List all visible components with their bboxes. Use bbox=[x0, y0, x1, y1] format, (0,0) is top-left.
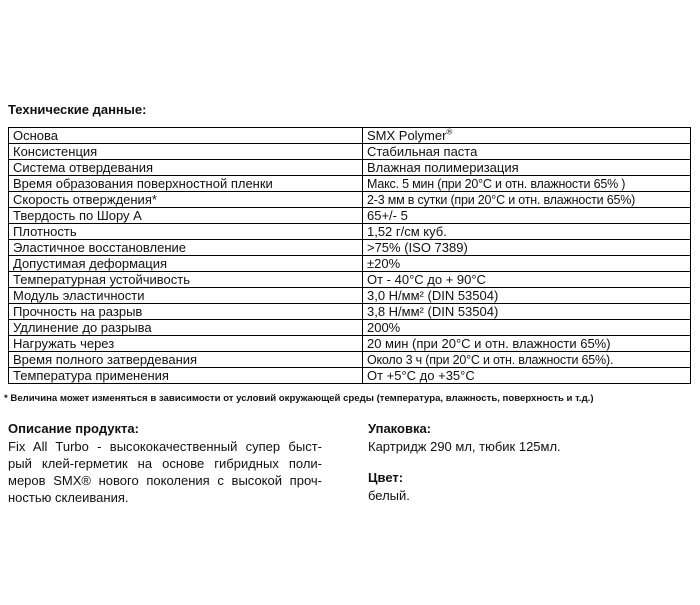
param-cell: Консистенция bbox=[9, 144, 363, 160]
param-cell: Нагружать через bbox=[9, 336, 363, 352]
param-cell: Допустимая деформация bbox=[9, 256, 363, 272]
value-text: SMX Polymer bbox=[366, 127, 447, 143]
value-cell: 2-3 мм в сутки (при 20°C и отн. влажности 65%) bbox=[362, 192, 690, 208]
table-row bbox=[9, 256, 691, 272]
table-row bbox=[9, 224, 691, 240]
value-cell: Около 3 ч (при 20°C и отн. влажности 65%). bbox=[362, 352, 690, 368]
param-cell: Модуль эластичности bbox=[9, 288, 363, 304]
value-cell: >75% (ISO 7389) bbox=[362, 240, 690, 256]
param-cell: Твердость по Шору А bbox=[9, 208, 363, 224]
value-cell: Стабильная паста bbox=[362, 144, 690, 160]
value-cell: Макс. 5 мин (при 20°C и отн. влажности 65% ) bbox=[362, 176, 690, 192]
description-section bbox=[8, 420, 322, 506]
section-title: Технические данные: bbox=[8, 102, 147, 117]
param-cell: Скорость отверждения* bbox=[9, 192, 363, 208]
param-cell: Удлинение до разрыва bbox=[9, 320, 363, 336]
table-row bbox=[9, 304, 691, 320]
param-cell: Плотность bbox=[9, 224, 363, 240]
packaging-text: Картридж 290 мл, тюбик 125мл. bbox=[368, 439, 561, 454]
description-heading: Описание продукта: bbox=[8, 421, 139, 436]
table-row bbox=[9, 160, 691, 176]
param-cell: Температура применения bbox=[9, 368, 363, 384]
value-cell: 3,8 Н/мм² (DIN 53504) bbox=[362, 304, 690, 320]
footnote: * Величина может изменяться в зависимости от условий окружающей среды (температура, влажность, поверхность и т.д.) bbox=[4, 393, 594, 404]
value-cell: От +5°C до +35°C bbox=[362, 368, 690, 384]
color-heading: Цвет: bbox=[368, 470, 404, 485]
table-row bbox=[9, 288, 691, 304]
description-line: рый клей-герметик на основе гибридных поли- bbox=[8, 456, 322, 471]
packaging-section bbox=[368, 420, 688, 455]
param-cell: Система отвердевания bbox=[9, 160, 363, 176]
value-cell: 65+/- 5 bbox=[362, 208, 690, 224]
value-cell bbox=[362, 128, 690, 144]
table-row bbox=[9, 320, 691, 336]
color-text: белый. bbox=[368, 488, 410, 503]
table-row bbox=[9, 208, 691, 224]
description-line: Fix All Turbo - высококачественный супер быст- bbox=[8, 439, 322, 454]
param-cell: Основа bbox=[9, 128, 363, 144]
param-cell: Температурная устойчивость bbox=[9, 272, 363, 288]
color-section bbox=[368, 469, 688, 504]
value-cell: 1,52 г/см куб. bbox=[362, 224, 690, 240]
value-cell: 20 мин (при 20°C и отн. влажности 65%) bbox=[362, 336, 690, 352]
param-cell: Время образования поверхностной пленки bbox=[9, 176, 363, 192]
registered-mark: ® bbox=[446, 127, 453, 137]
param-cell: Прочность на разрыв bbox=[9, 304, 363, 320]
table-row bbox=[9, 336, 691, 352]
description-line: меров SMX® нового поколения с высокой проч- bbox=[8, 473, 322, 488]
table-row bbox=[9, 272, 691, 288]
table-row bbox=[9, 192, 691, 208]
param-cell: Время полного затвердевания bbox=[9, 352, 363, 368]
value-cell: 200% bbox=[362, 320, 690, 336]
value-cell: ±20% bbox=[362, 256, 690, 272]
table-row bbox=[9, 128, 691, 144]
value-cell: От - 40°C до + 90°C bbox=[362, 272, 690, 288]
param-cell: Эластичное восстановление bbox=[9, 240, 363, 256]
table-row bbox=[9, 352, 691, 368]
table-row bbox=[9, 176, 691, 192]
value-cell: 3,0 Н/мм² (DIN 53504) bbox=[362, 288, 690, 304]
packaging-heading: Упаковка: bbox=[368, 421, 432, 436]
table-row bbox=[9, 368, 691, 384]
description-line: ностью склеивания. bbox=[8, 490, 129, 505]
specs-table bbox=[8, 127, 691, 384]
value-cell: Влажная полимеризация bbox=[362, 160, 690, 176]
table-row bbox=[9, 240, 691, 256]
table-row bbox=[9, 144, 691, 160]
description-text bbox=[8, 438, 322, 506]
